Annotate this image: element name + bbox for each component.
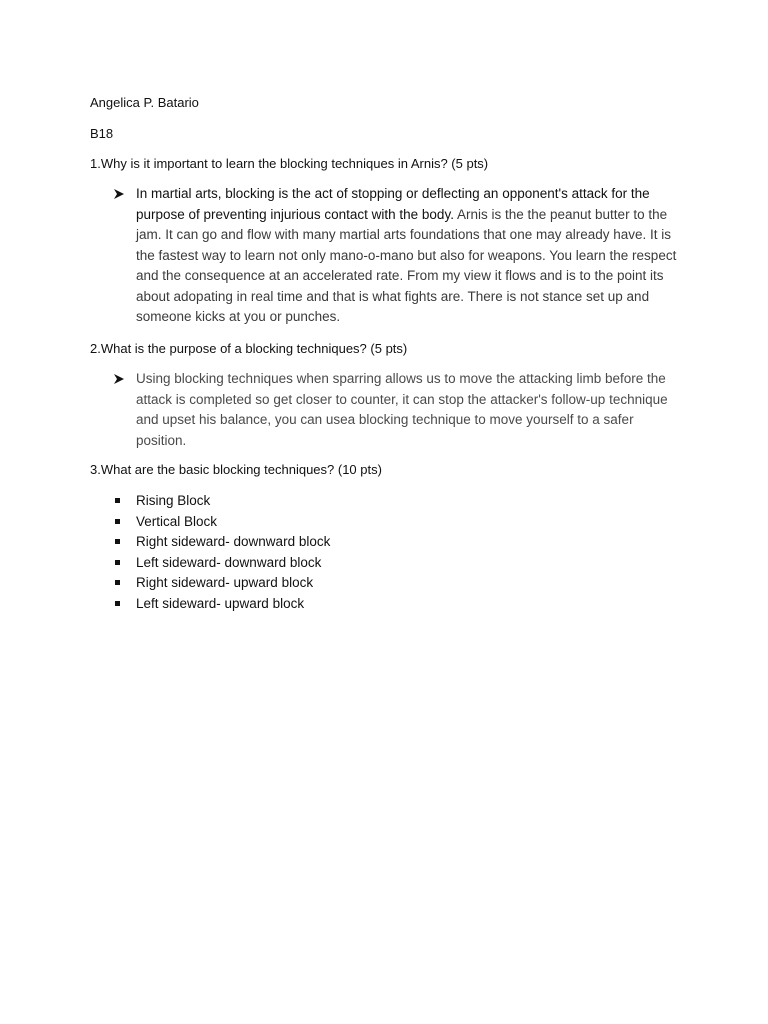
arrowhead-bullet-icon bbox=[113, 188, 125, 200]
answer-2 bbox=[136, 369, 682, 451]
list-item-text: Left sideward- downward block bbox=[136, 554, 322, 570]
answer-1 bbox=[136, 184, 682, 328]
square-bullet-icon bbox=[115, 580, 120, 585]
square-bullet-icon bbox=[115, 519, 120, 524]
section-code: B18 bbox=[90, 126, 114, 141]
list-item bbox=[0, 491, 768, 511]
list-item bbox=[0, 553, 768, 573]
answer-1-emphasis: In martial arts, blocking is the act of stopping or deflecting an opponent's attack for the purpose of preventing injurious contact with the body. bbox=[136, 186, 650, 222]
question-3: 3.What are the basic blocking techniques? (10 pts) bbox=[90, 462, 382, 477]
list-item-text: Left sideward- upward block bbox=[136, 595, 305, 611]
list-item bbox=[0, 573, 768, 593]
square-bullet-icon bbox=[115, 560, 120, 565]
list-item-text: Rising Block bbox=[136, 493, 211, 508]
square-bullet-icon bbox=[115, 601, 120, 606]
question-2: 2.What is the purpose of a blocking techniques? (5 pts) bbox=[90, 341, 408, 356]
list-item bbox=[0, 512, 768, 532]
square-bullet-icon bbox=[115, 498, 120, 503]
list-item bbox=[0, 532, 768, 552]
arrowhead-bullet-icon bbox=[113, 373, 125, 385]
question-1: 1.Why is it important to learn the blocking techniques in Arnis? (5 pts) bbox=[90, 156, 489, 171]
answer-2-text: Using blocking techniques when sparring allows us to move the attacking limb before the attack is completed so get closer to counter, it can stop the attacker's follow-up technique and upset his balance, you can usea blocking technique to move yourself to a safer position. bbox=[136, 371, 668, 448]
author-name: Angelica P. Batario bbox=[90, 95, 199, 110]
square-bullet-icon bbox=[115, 539, 120, 544]
list-item-text: Vertical Block bbox=[136, 513, 218, 529]
list-item-text: Right sideward- downward block bbox=[136, 534, 331, 549]
answer-1-rest: Arnis is the the peanut butter to the jam. It can go and flow with many martial arts foundations that one may already have. It is the fastest way to learn not only mano-o-mano but also for weapons. You learn the respect and the consequence at an accelerated rate. From my view it flows and is to the point its about adopating in real time and that is what fights are. There is not stance set up and someone kicks at you or punches. bbox=[136, 206, 677, 324]
list-item-text: Right sideward- upward block bbox=[136, 575, 314, 590]
list-item bbox=[0, 594, 768, 614]
